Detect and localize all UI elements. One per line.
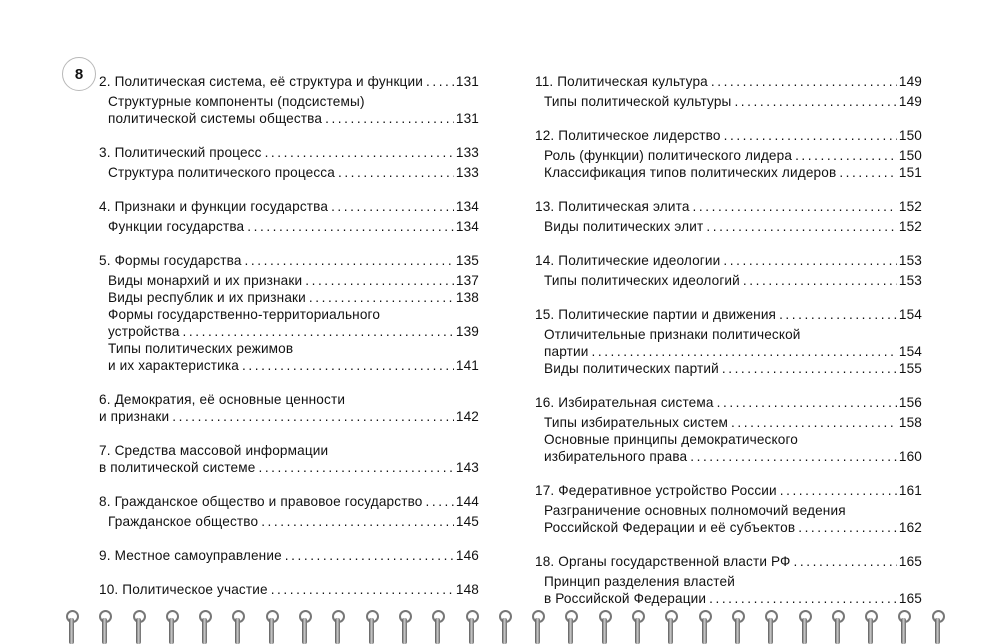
toc-chapter-entry[interactable] bbox=[535, 482, 922, 499]
toc-subsection-entry-text: устройства bbox=[108, 324, 180, 339]
binding-coil bbox=[269, 618, 274, 644]
page-ref: 158 bbox=[898, 415, 922, 430]
toc-chapter-line bbox=[99, 442, 479, 459]
binding-coil bbox=[702, 618, 707, 644]
toc-subsection-entry-line bbox=[544, 448, 922, 465]
toc-subsection-entry-text: Типы политической культуры bbox=[544, 94, 732, 109]
toc-subsection-entry[interactable] bbox=[544, 431, 922, 465]
toc-chapter-line bbox=[535, 252, 922, 269]
leader-dots bbox=[743, 272, 897, 289]
toc-subsection-entry[interactable] bbox=[544, 414, 922, 431]
toc-section bbox=[535, 127, 922, 181]
binding-ring bbox=[364, 608, 378, 644]
page-ref: 131 bbox=[455, 111, 479, 126]
toc-chapter-line bbox=[535, 127, 922, 144]
toc-section bbox=[99, 547, 479, 564]
leader-dots bbox=[722, 360, 897, 377]
page-ref: 165 bbox=[898, 554, 922, 569]
toc-chapter-entry[interactable] bbox=[99, 252, 479, 269]
toc-section bbox=[99, 493, 479, 530]
toc-chapter-title: 4. Признаки и функции государства bbox=[99, 199, 329, 214]
toc-subsection-entry-text: Классификация типов политических лидеров bbox=[544, 165, 837, 180]
leader-dots bbox=[247, 218, 454, 235]
binding-coil bbox=[69, 618, 74, 644]
toc-chapter-title: 2. Политическая система, её структура и функции bbox=[99, 74, 423, 89]
binding-coil bbox=[802, 618, 807, 644]
binding-ring bbox=[563, 608, 577, 644]
page-ref: 133 bbox=[455, 165, 479, 180]
page-ref: 131 bbox=[455, 74, 479, 89]
toc-subsection-entry[interactable] bbox=[544, 272, 922, 289]
toc-subsection-entry-line bbox=[544, 431, 922, 448]
toc-section bbox=[535, 482, 922, 536]
binding-ring bbox=[497, 608, 511, 644]
toc-section bbox=[535, 73, 922, 110]
toc-chapter-entry[interactable] bbox=[99, 144, 479, 161]
toc-subsections bbox=[99, 272, 479, 374]
toc-chapter-line bbox=[99, 547, 479, 564]
toc-subsection-entry[interactable] bbox=[108, 289, 479, 306]
toc-subsection-entry-line bbox=[108, 289, 479, 306]
binding-coil bbox=[235, 618, 240, 644]
page-ref: 150 bbox=[898, 148, 922, 163]
leader-dots bbox=[338, 164, 454, 181]
toc-subsection-entry[interactable] bbox=[108, 513, 479, 530]
leader-dots bbox=[242, 357, 454, 374]
leader-dots bbox=[723, 252, 896, 269]
leader-dots bbox=[731, 414, 897, 431]
toc-subsection-entry-line bbox=[108, 340, 479, 357]
toc-subsections bbox=[535, 573, 922, 607]
page-ref: 148 bbox=[455, 582, 479, 597]
toc-chapter-title: 10. Политическое участие bbox=[99, 582, 268, 597]
toc-chapter-title: в политической системе bbox=[99, 460, 256, 475]
toc-left-column bbox=[99, 73, 479, 615]
toc-subsection-entry-text: Типы политических идеологий bbox=[544, 273, 740, 288]
leader-dots bbox=[325, 110, 454, 127]
binding-coil bbox=[868, 618, 873, 644]
toc-subsection-entry[interactable] bbox=[544, 360, 922, 377]
binding-coil bbox=[402, 618, 407, 644]
toc-right-column bbox=[535, 73, 922, 624]
leader-dots bbox=[261, 513, 454, 530]
binding-coil bbox=[901, 618, 906, 644]
leader-dots bbox=[172, 408, 454, 425]
toc-subsection-entry-text: Виды политических элит bbox=[544, 219, 704, 234]
page-ref: 135 bbox=[455, 253, 479, 268]
toc-chapter-line bbox=[535, 553, 922, 570]
toc-chapter-title: 7. Средства массовой информации bbox=[99, 443, 329, 458]
toc-subsection-entry-line bbox=[108, 513, 479, 530]
toc-chapter-title: 13. Политическая элита bbox=[535, 199, 690, 214]
toc-subsection-entry-text: и их характеристика bbox=[108, 358, 240, 373]
binding-ring bbox=[863, 608, 877, 644]
page-ref: 133 bbox=[455, 145, 479, 160]
toc-subsection-entry-text: Формы государственно-территориального bbox=[108, 307, 381, 322]
toc-chapter-line bbox=[99, 144, 479, 161]
toc-subsection-entry-line bbox=[108, 323, 479, 340]
toc-subsections bbox=[535, 502, 922, 536]
toc-subsections bbox=[99, 218, 479, 235]
toc-chapter-line bbox=[99, 459, 479, 476]
binding-coil bbox=[835, 618, 840, 644]
binding-ring bbox=[464, 608, 478, 644]
spiral-binding bbox=[64, 608, 944, 644]
page-ref: 138 bbox=[455, 290, 479, 305]
leader-dots bbox=[690, 448, 897, 465]
toc-subsection-entry-text: Типы избирательных систем bbox=[544, 415, 729, 430]
toc-section bbox=[535, 306, 922, 377]
binding-coil bbox=[202, 618, 207, 644]
toc-subsection-entry[interactable] bbox=[544, 502, 922, 536]
binding-coil bbox=[535, 618, 540, 644]
binding-ring bbox=[663, 608, 677, 644]
binding-ring bbox=[430, 608, 444, 644]
page-ref: 152 bbox=[898, 219, 922, 234]
toc-section bbox=[99, 73, 479, 127]
toc-subsection-entry-line bbox=[544, 343, 922, 360]
toc-chapter-entry[interactable] bbox=[535, 198, 922, 215]
page-ref: 165 bbox=[898, 591, 922, 606]
page-number-badge bbox=[62, 57, 96, 91]
toc-chapter-line bbox=[535, 198, 922, 215]
toc-chapter-entry[interactable] bbox=[535, 127, 922, 144]
toc-chapter-title: 17. Федеративное устройство России bbox=[535, 483, 777, 498]
binding-coil bbox=[302, 618, 307, 644]
toc-subsections bbox=[535, 272, 922, 289]
leader-dots bbox=[779, 306, 897, 323]
toc-section bbox=[99, 144, 479, 181]
binding-ring bbox=[930, 608, 944, 644]
toc-section bbox=[99, 198, 479, 235]
binding-ring bbox=[597, 608, 611, 644]
toc-subsection-entry-text: Российской Федерации и её субъектов bbox=[544, 520, 796, 535]
binding-ring bbox=[530, 608, 544, 644]
toc-subsection-entry[interactable] bbox=[108, 340, 479, 374]
toc-chapter-entry[interactable] bbox=[99, 442, 479, 476]
page-ref: 144 bbox=[455, 494, 479, 509]
page-ref: 134 bbox=[455, 199, 479, 214]
toc-chapter-entry[interactable] bbox=[535, 306, 922, 323]
toc-subsection-entry-text: Роль (функции) политического лидера bbox=[544, 148, 793, 163]
binding-ring bbox=[330, 608, 344, 644]
toc-subsections bbox=[535, 414, 922, 465]
leader-dots bbox=[795, 147, 897, 164]
binding-coil bbox=[568, 618, 573, 644]
binding-coil bbox=[768, 618, 773, 644]
toc-subsection-entry[interactable] bbox=[544, 326, 922, 360]
leader-dots bbox=[734, 93, 896, 110]
binding-ring bbox=[730, 608, 744, 644]
toc-subsection-entry-text: в Российской Федерации bbox=[544, 591, 707, 606]
leader-dots bbox=[706, 218, 897, 235]
leader-dots bbox=[709, 590, 897, 607]
page-ref: 152 bbox=[898, 199, 922, 214]
binding-coil bbox=[635, 618, 640, 644]
toc-subsection-entry-line bbox=[108, 272, 479, 289]
page-ref: 153 bbox=[898, 253, 922, 268]
page-ref: 154 bbox=[898, 307, 922, 322]
leader-dots bbox=[305, 272, 454, 289]
toc-section bbox=[535, 252, 922, 289]
toc-section bbox=[99, 581, 479, 598]
toc-chapter-line bbox=[99, 198, 479, 215]
toc-subsection-entry-line bbox=[544, 93, 922, 110]
binding-ring bbox=[697, 608, 711, 644]
toc-chapter-title: и признаки bbox=[99, 409, 170, 424]
toc-subsection-entry-line bbox=[544, 502, 922, 519]
leader-dots bbox=[271, 581, 454, 598]
toc-subsections bbox=[99, 164, 479, 181]
binding-ring bbox=[197, 608, 211, 644]
toc-subsection-entry[interactable] bbox=[108, 306, 479, 340]
leader-dots bbox=[331, 198, 454, 215]
toc-chapter-line bbox=[99, 391, 479, 408]
toc-subsection-entry-line bbox=[544, 590, 922, 607]
toc-subsection-entry-line bbox=[108, 164, 479, 181]
toc-chapter-entry[interactable] bbox=[99, 547, 479, 564]
toc-chapter-entry[interactable] bbox=[535, 73, 922, 90]
page-ref: 151 bbox=[898, 165, 922, 180]
binding-ring bbox=[797, 608, 811, 644]
toc-section bbox=[535, 553, 922, 607]
toc-subsections bbox=[535, 93, 922, 110]
toc-subsection-entry-line bbox=[108, 93, 479, 110]
binding-coil bbox=[935, 618, 940, 644]
toc-chapter-title: 18. Органы государственной власти РФ bbox=[535, 554, 791, 569]
leader-dots bbox=[183, 323, 454, 340]
binding-ring bbox=[97, 608, 111, 644]
binding-coil bbox=[735, 618, 740, 644]
toc-section bbox=[535, 394, 922, 465]
binding-ring bbox=[230, 608, 244, 644]
page-ref: 150 bbox=[898, 128, 922, 143]
page-ref: 143 bbox=[455, 460, 479, 475]
toc-subsection-entry[interactable] bbox=[108, 164, 479, 181]
leader-dots bbox=[426, 73, 454, 90]
toc-chapter-title: 12. Политическое лидерство bbox=[535, 128, 721, 143]
page-number: 8 bbox=[74, 65, 84, 83]
leader-dots bbox=[245, 252, 454, 269]
toc-chapter-line bbox=[99, 408, 479, 425]
toc-subsection-entry[interactable] bbox=[544, 164, 922, 181]
toc-subsection-entry-line bbox=[108, 110, 479, 127]
toc-chapter-title: 16. Избирательная система bbox=[535, 395, 714, 410]
binding-ring bbox=[131, 608, 145, 644]
leader-dots bbox=[265, 144, 454, 161]
binding-coil bbox=[136, 618, 141, 644]
page-ref: 153 bbox=[898, 273, 922, 288]
toc-subsection-entry[interactable] bbox=[108, 93, 479, 127]
leader-dots bbox=[285, 547, 454, 564]
binding-ring bbox=[64, 608, 78, 644]
toc-subsection-entry-line bbox=[544, 272, 922, 289]
page-ref: 145 bbox=[455, 514, 479, 529]
toc-chapter-entry[interactable] bbox=[99, 391, 479, 425]
leader-dots bbox=[426, 493, 454, 510]
toc-subsection-entry-line bbox=[544, 573, 922, 590]
page-ref: 149 bbox=[898, 74, 922, 89]
toc-subsection-entry-text: Отличительные признаки политической bbox=[544, 327, 801, 342]
toc-chapter-line bbox=[535, 482, 922, 499]
toc-subsection-entry-text: партии bbox=[544, 344, 589, 359]
leader-dots bbox=[258, 459, 453, 476]
toc-chapter-line bbox=[535, 73, 922, 90]
toc-subsections bbox=[99, 513, 479, 530]
toc-subsection-entry[interactable] bbox=[108, 272, 479, 289]
toc-subsections bbox=[535, 218, 922, 235]
toc-subsections bbox=[535, 147, 922, 181]
toc-subsection-entry-line bbox=[108, 218, 479, 235]
toc-subsection-entry-text: Гражданское общество bbox=[108, 514, 259, 529]
binding-coil bbox=[369, 618, 374, 644]
toc-chapter-entry[interactable] bbox=[535, 252, 922, 269]
toc-subsection-entry-text: Принцип разделения властей bbox=[544, 574, 735, 589]
leader-dots bbox=[839, 164, 897, 181]
leader-dots bbox=[794, 553, 897, 570]
binding-ring bbox=[630, 608, 644, 644]
page-ref: 146 bbox=[455, 548, 479, 563]
toc-subsection-entry-text: Виды монархий и их признаки bbox=[108, 273, 303, 288]
binding-coil bbox=[102, 618, 107, 644]
toc-subsection-entry-line bbox=[108, 357, 479, 374]
toc-chapter-title: 9. Местное самоуправление bbox=[99, 548, 282, 563]
page-ref: 149 bbox=[898, 94, 922, 109]
binding-ring bbox=[297, 608, 311, 644]
page-ref: 142 bbox=[455, 409, 479, 424]
toc-chapter-line bbox=[535, 394, 922, 411]
toc-subsection-entry-text: политической системы общества bbox=[108, 111, 323, 126]
toc-subsection-entry[interactable] bbox=[108, 218, 479, 235]
page-ref: 137 bbox=[455, 273, 479, 288]
binding-coil bbox=[668, 618, 673, 644]
toc-chapter-title: 11. Политическая культура bbox=[535, 74, 708, 89]
toc-subsection-entry[interactable] bbox=[544, 93, 922, 110]
toc-section bbox=[99, 442, 479, 476]
toc-chapter-entry[interactable] bbox=[535, 553, 922, 570]
toc-chapter-line bbox=[99, 493, 479, 510]
toc-section bbox=[99, 252, 479, 374]
toc-chapter-title: 6. Демократия, её основные ценности bbox=[99, 392, 346, 407]
toc-chapter-line bbox=[99, 73, 479, 90]
binding-ring bbox=[264, 608, 278, 644]
toc-section bbox=[535, 198, 922, 235]
toc-chapter-title: 15. Политические партии и движения bbox=[535, 307, 777, 322]
toc-subsection-entry-text: Функции государства bbox=[108, 219, 245, 234]
toc-subsection-entry-text: Типы политических режимов bbox=[108, 341, 294, 356]
leader-dots bbox=[693, 198, 897, 215]
page-ref: 139 bbox=[455, 324, 479, 339]
page-ref: 156 bbox=[898, 395, 922, 410]
toc-subsection-entry-text: Виды республик и их признаки bbox=[108, 290, 306, 305]
page-ref: 155 bbox=[898, 361, 922, 376]
page-ref: 134 bbox=[455, 219, 479, 234]
page-ref: 141 bbox=[455, 358, 479, 373]
toc-chapter-entry[interactable] bbox=[99, 198, 479, 215]
toc-chapter-entry[interactable] bbox=[99, 493, 479, 510]
leader-dots bbox=[309, 289, 454, 306]
leader-dots bbox=[711, 73, 897, 90]
binding-coil bbox=[469, 618, 474, 644]
toc-subsection-entry[interactable] bbox=[544, 573, 922, 607]
toc-subsection-entry-text: избирательного права bbox=[544, 449, 688, 464]
toc-chapter-entry[interactable] bbox=[99, 73, 479, 90]
toc-subsections bbox=[99, 93, 479, 127]
toc-subsection-entry[interactable] bbox=[544, 218, 922, 235]
binding-coil bbox=[435, 618, 440, 644]
binding-ring bbox=[830, 608, 844, 644]
toc-subsections bbox=[535, 326, 922, 377]
toc-section bbox=[99, 391, 479, 425]
toc-subsection-entry-line bbox=[544, 414, 922, 431]
toc-subsection-entry-line bbox=[108, 306, 479, 323]
toc-subsection-entry-line bbox=[544, 147, 922, 164]
binding-coil bbox=[502, 618, 507, 644]
toc-subsection-entry-line bbox=[544, 218, 922, 235]
leader-dots bbox=[724, 127, 897, 144]
toc-subsection-entry[interactable] bbox=[544, 147, 922, 164]
toc-subsection-entry-line bbox=[544, 360, 922, 377]
toc-chapter-title: 3. Политический процесс bbox=[99, 145, 262, 160]
binding-coil bbox=[335, 618, 340, 644]
leader-dots bbox=[798, 519, 897, 536]
toc-subsection-entry-text: Виды политических партий bbox=[544, 361, 719, 376]
toc-chapter-title: 8. Гражданское общество и правовое государство bbox=[99, 494, 423, 509]
toc-chapter-entry[interactable] bbox=[99, 581, 479, 598]
toc-chapter-line bbox=[99, 581, 479, 598]
toc-subsection-entry-text: Структура политического процесса bbox=[108, 165, 335, 180]
leader-dots bbox=[717, 394, 897, 411]
toc-subsection-entry-line bbox=[544, 519, 922, 536]
page-ref: 161 bbox=[898, 483, 922, 498]
binding-coil bbox=[169, 618, 174, 644]
toc-chapter-entry[interactable] bbox=[535, 394, 922, 411]
toc-chapter-line bbox=[535, 306, 922, 323]
binding-coil bbox=[602, 618, 607, 644]
leader-dots bbox=[592, 343, 897, 360]
page-ref: 154 bbox=[898, 344, 922, 359]
toc-subsection-entry-line bbox=[544, 164, 922, 181]
toc-chapter-line bbox=[99, 252, 479, 269]
toc-subsection-entry-line bbox=[544, 326, 922, 343]
leader-dots bbox=[780, 482, 897, 499]
page-ref: 160 bbox=[898, 449, 922, 464]
binding-ring bbox=[164, 608, 178, 644]
toc-subsection-entry-text: Структурные компоненты (подсистемы) bbox=[108, 94, 365, 109]
binding-ring bbox=[397, 608, 411, 644]
toc-chapter-title: 5. Формы государства bbox=[99, 253, 242, 268]
binding-ring bbox=[896, 608, 910, 644]
binding-ring bbox=[763, 608, 777, 644]
toc-subsection-entry-text: Разграничение основных полномочий ведения bbox=[544, 503, 846, 518]
toc-subsection-entry-text: Основные принципы демократического bbox=[544, 432, 798, 447]
page-ref: 162 bbox=[898, 520, 922, 535]
toc-chapter-title: 14. Политические идеологии bbox=[535, 253, 721, 268]
